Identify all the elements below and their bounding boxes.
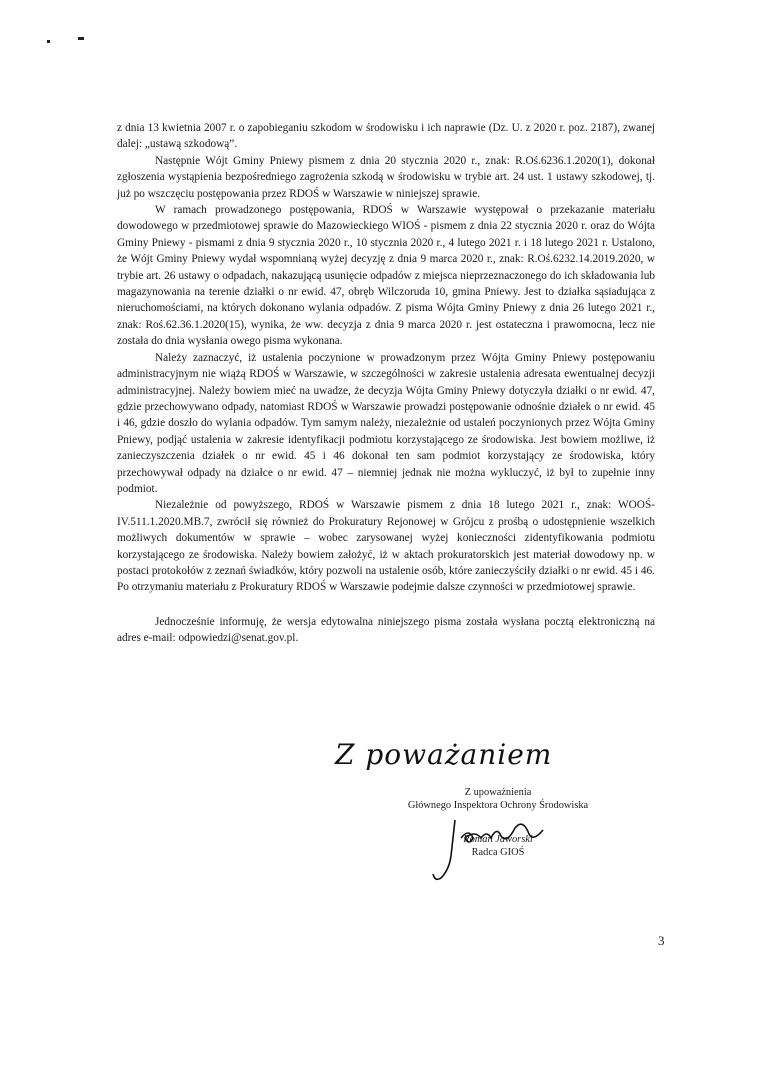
paragraph-2 <box>117 153 655 202</box>
page-number: 3 <box>658 933 665 948</box>
paragraph-text: Należy zaznaczyć, iż ustalenia poczynione w prowadzonym przez Wójta Gminy Pniewy postępowaniu administracyjnym nie wiążą RDOŚ w Warszawie, w szczególności w zakresie ustalenia adresata ewentualnej decyzji administracyjnej. Należy bowiem mieć na uwadze, że decyzja Wójta Gminy Pniewy dotyczyła działki o nr ewid. 47, gdzie przechowywano odpady, natomiast RDOŚ w Warszawie prowadzi postępowanie odnośnie działek o nr ewid. 45 i 46, gdzie doszło do wylania odpadów. Tym samym należy, niezależnie od ustaleń poczynionych przez Wójta Gminy Pniewy, podjąć ustalenia w zakresie identyfikacji podmiotu korzystającego ze środowiska. Jest bowiem możliwe, iż zanieczyszczenia działek o nr ewid. 45 i 46 dokonał ten sam podmiot korzystający ze środowiska, który przechowywał odpady na działce o nr ewid. 47 – niemniej jednak nie można wykluczyć, iż był to zupełnie inny podmiot. <box>117 351 655 495</box>
scan-speck <box>78 37 84 40</box>
handwritten-greeting: Z poważaniem <box>335 738 553 771</box>
paragraph-text: Niezależnie od powyższego, RDOŚ w Warszawie pismem z dnia 18 lutego 2021 r., znak: WOOŚ-IV.511.1.2020.MB.7, zwrócił się również do Prokuratury Rejonowej w Grójcu z prośbą o udostępnienie wszelkich możliwych dokumentów w sprawie – wobec zarysowanej wyżej konieczności zidentyfikowania podmiotu korzystającego ze środowiska. Należy bowiem założyć, iż w aktach prokuratorskich jest materiał dowodowy np. w postaci protokołów z zeznań świadków, który pozwoli na ustalenie osób, które zanieczyściły działki o nr ewid. 45 i 46. Po otrzymaniu materiału z Prokuratury RDOŚ w Warszawie podejmie dalsze czynności w przedmiotowej sprawie. <box>117 499 655 594</box>
paragraph-5 <box>117 497 655 595</box>
letter-body <box>117 120 655 647</box>
stamp-office-line: Głównego Inspektora Ochrony Środowiska <box>407 799 589 811</box>
stamp-signer-title: Radca GIOŚ <box>471 846 525 858</box>
paragraph-text: z dnia 13 kwietnia 2007 r. o zapobieganiu szkodom w środowisku i ich naprawie (Dz. U. z 2020 r. poz. 2187), zwanej dalej: „ustawą szkodową”. <box>117 122 655 151</box>
scan-speck <box>47 40 50 43</box>
paragraph-1 <box>117 120 655 153</box>
paragraph-closing <box>117 614 655 647</box>
paragraph-text: Jednocześnie informuję, że wersja edytowalna niniejszego pisma została wysłana pocztą elektroniczną na adres e-mail: odpowiedzi@senat.gov.pl. <box>117 615 655 645</box>
paragraph-4 <box>117 350 655 498</box>
paragraph-text: Następnie Wójt Gminy Pniewy pismem z dnia 20 stycznia 2020 r., znak: R.Oś.6236.1.2020(1), dokonał zgłoszenia wystąpienia bezpośredniego zagrożenia szkodą w środowisku w trybie art. 24 ust. 1 ustawy szkodowej, tj. już po wszczęciu postępowania przez RDOŚ w Warszawie w niniejszej sprawie. <box>117 154 655 200</box>
stamp-authorization-line: Z upoważnienia <box>464 787 532 798</box>
handwritten-signature <box>425 808 555 888</box>
paragraph-text: W ramach prowadzonego postępowania, RDOŚ w Warszawie występował o przekazanie materiału dowodowego w przedmiotowej sprawie do Mazowieckiego WIOŚ - pismem z dnia 22 stycznia 2020 r. oraz do Wójta Gminy Pniewy - pismami z dnia 9 stycznia 2020 r., 10 stycznia 2020 r., 4 lutego 2021 r. i 18 lutego 2021 r. Ustalono, że Wójt Gminy Pniewy wydał wspomnianą wyżej decyzję z dnia 9 marca 2020 r., znak: R.Oś.6232.14.2019.2020, w trybie art. 26 ustawy o odpadach, nakazującą usunięcie odpadów z miejsca nieprzeznaczonego do ich składowania lub magazynowania na terenie działki o nr ewid. 47, obręb Wilczoruda 10, gmina Pniewy. Jest to działka sąsiadująca z nieruchomościami, na których dokonano wylania odpadów. Z pisma Wójta Gminy Pniewy z dnia 26 lutego 2021 r., znak: Roś.62.36.1.2020(15), wynika, że ww. decyzja z dnia 9 marca 2020 r. jest ostateczna i prawomocna, lecz nie została do dnia wysłania owego pisma wykonana. <box>117 204 655 348</box>
paragraph-3 <box>117 202 655 350</box>
stamp-signer-name: Roman Jaworski <box>463 834 533 845</box>
